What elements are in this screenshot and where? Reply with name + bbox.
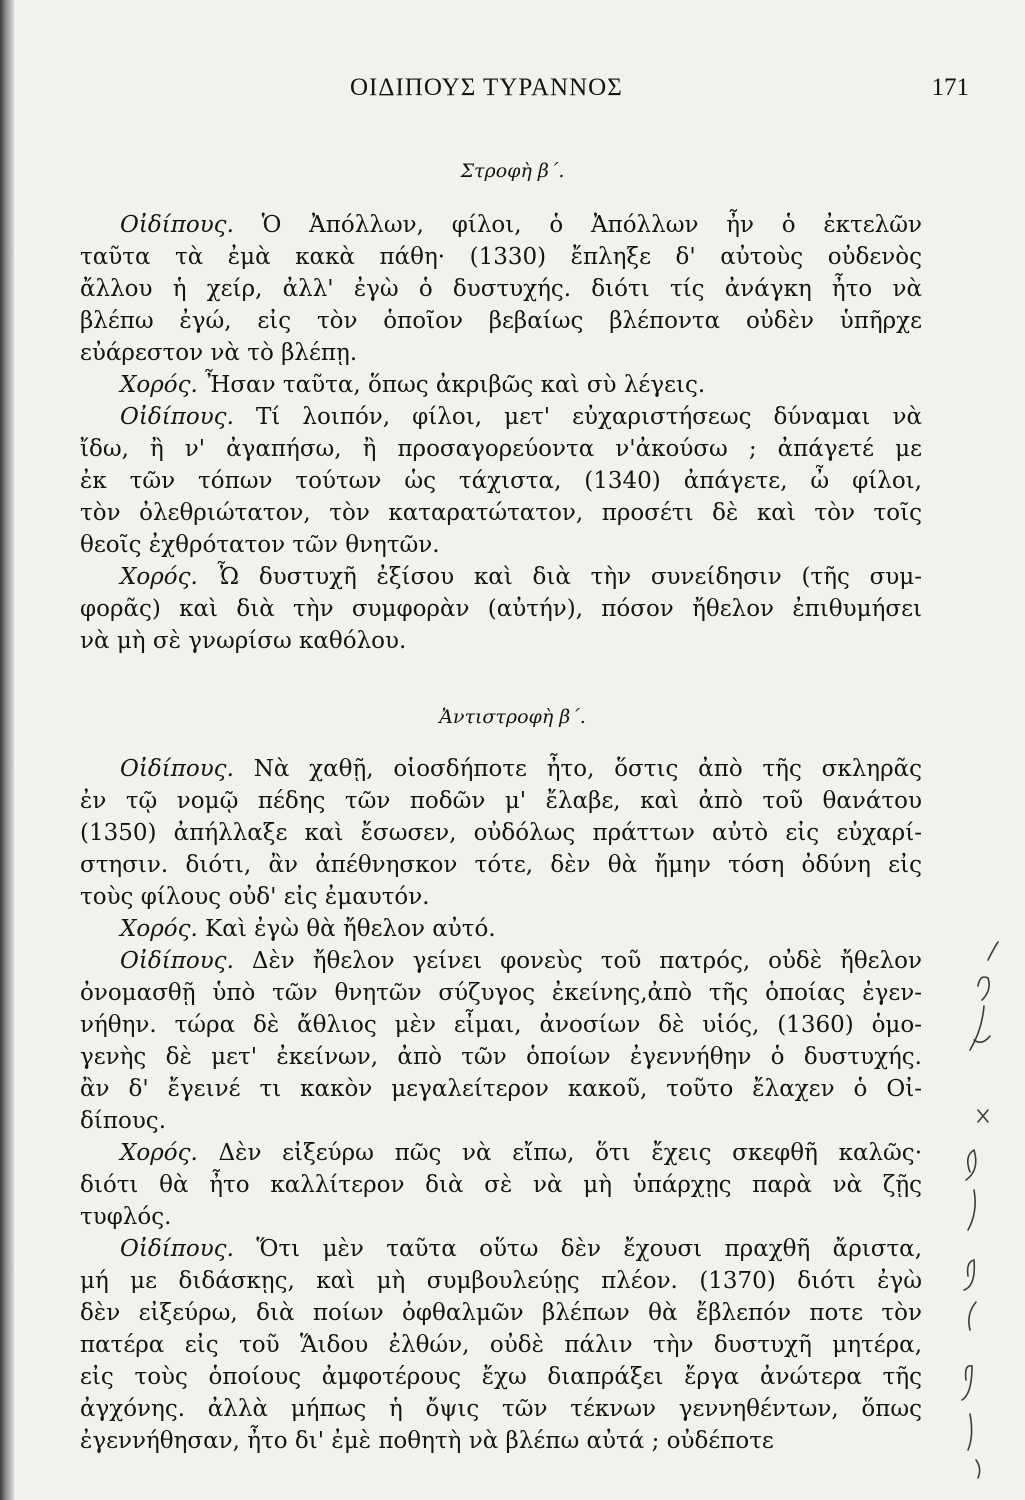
- line-text: εὐάρεστον νὰ τὸ βλέπῃ.: [80, 340, 358, 366]
- line-text: νήθην. τώρα δὲ ἄθλιος μὲν εἶμαι, ἀνοσίων δὲ υἱός, (1360) ὁμο-: [80, 1012, 922, 1038]
- speaker-name: Χορός.: [120, 372, 198, 398]
- line-text: ἄλλου ἡ χείρ, ἀλλ' ἐγὼ ὁ δυστυχής. διότι τίς ἀνάγκη ἦτο νὰ: [80, 276, 922, 302]
- antistrophe-line: [80, 1265, 922, 1297]
- antistrophe-line: [80, 785, 922, 817]
- line-text: ἀγχόνης. ἀλλὰ μήπως ἡ ὄψις τῶν τέκνων γεννηθέντων, ὅπως: [80, 1396, 922, 1422]
- antistrophe-line: [80, 817, 922, 849]
- line-text: (1350) ἀπήλλαξε καὶ ἔσωσεν, οὐδόλως πράττων αὐτὸ εἰς εὐχαρί-: [80, 820, 922, 846]
- line-text: δὲν εἰξεύρω, διὰ ποίων ὀφθαλμῶν βλέπων θὰ ἔβλεπόν ποτε τὸν: [80, 1300, 922, 1326]
- antistrophe-line: [80, 945, 922, 977]
- speaker-name: Οἰδίπους.: [120, 404, 234, 430]
- antistrophe-line: [80, 1361, 922, 1393]
- page-number: 171: [931, 74, 969, 101]
- strophe-line: [80, 625, 922, 657]
- antistrophe-line: [80, 1137, 922, 1169]
- antistrophe-line: [80, 1425, 922, 1457]
- line-text: Δὲν εἰξεύρω πῶς νὰ εἴπω, ὅτι ἔχεις σκεφθῆ καλῶς·: [218, 1140, 922, 1166]
- line-text: Ὅτι μὲν ταῦτα οὕτω δὲν ἔχουσι πραχθῆ ἄριστα,: [256, 1236, 922, 1262]
- antistrophe-line: [80, 1297, 922, 1329]
- strophe-line: [80, 337, 922, 369]
- antistrophe-line: [80, 1393, 922, 1425]
- line-text: ἐκ τῶν τόπων τούτων ὡς τάχιστα, (1340) ἀπάγετε, ὦ φίλοι,: [80, 468, 922, 494]
- antistrophe-line: [80, 1009, 922, 1041]
- strophe-text: [80, 209, 922, 657]
- strophe-line: [80, 497, 922, 529]
- strophe-line: [80, 433, 922, 465]
- page-binding-edge: [0, 0, 14, 1500]
- speaker-name: Χορός.: [120, 564, 198, 590]
- line-text: ἐγεννήθησαν, ἦτο δι' ἐμὲ ποθητὴ νὰ βλέπω αὐτά ; οὐδέποτε: [80, 1428, 774, 1454]
- antistrophe-line: [80, 849, 922, 881]
- strophe-heading: Στροφὴ β΄.: [460, 160, 565, 182]
- page-header: [0, 74, 1025, 114]
- strophe-line: [80, 401, 922, 433]
- antistrophe-line: [80, 1105, 922, 1137]
- strophe-line: [80, 369, 922, 401]
- line-text: φορᾶς) καὶ διὰ τὴν συμφορὰν (αὐτήν), πόσον ἤθελον ἐπιθυμήσει: [80, 596, 922, 622]
- antistrophe-line: [80, 753, 922, 785]
- line-text: νὰ μὴ σὲ γνωρίσω καθόλου.: [80, 628, 407, 654]
- handwritten-margin-note-drawing: [948, 930, 1008, 1490]
- strophe-line: [80, 561, 922, 593]
- running-title: ΟΙΔΙΠΟΥΣ ΤΥΡΑΝΝΟΣ: [350, 74, 623, 101]
- line-text: τὸν ὀλεθριώτατον, τὸν καταρατώτατον, προσέτι δὲ καὶ τὸν τοῖς: [80, 500, 922, 526]
- line-text: Καὶ ἐγὼ θὰ ἤθελον αὐτό.: [205, 916, 496, 942]
- line-text: τοὺς φίλους οὐδ' εἰς ἐμαυτόν.: [80, 884, 430, 910]
- line-text: στησιν. διότι, ἂν ἀπέθνησκον τότε, δὲν θὰ ἤμην τόση ὀδύνη εἰς: [80, 852, 922, 878]
- line-text: θεοῖς ἐχθρότατον τῶν θνητῶν.: [80, 532, 440, 558]
- line-text: ἴδω, ἢ ν' ἀγαπήσω, ἢ προσαγορεύοντα ν'ἀκούσω ; ἀπάγετέ με: [80, 436, 922, 462]
- strophe-line: [80, 465, 922, 497]
- speaker-name: Οἰδίπους.: [120, 212, 234, 238]
- speaker-name: Χορός.: [120, 1140, 198, 1166]
- antistrophe-line: [80, 881, 922, 913]
- speaker-name: Οἰδίπους.: [120, 1236, 234, 1262]
- antistrophe-heading: Ἀντιστροφὴ β΄.: [439, 706, 586, 728]
- antistrophe-text: [80, 753, 922, 1457]
- antistrophe-line: [80, 1041, 922, 1073]
- line-text: ἂν δ' ἔγεινέ τι κακὸν μεγαλείτερον κακοῦ, τοῦτο ἔλαχεν ὁ Οἰ-: [80, 1076, 922, 1102]
- strophe-line: [80, 209, 922, 241]
- line-text: ἐν τῷ νομῷ πέδης τῶν ποδῶν μ' ἔλαβε, καὶ ἀπὸ τοῦ θανάτου: [80, 788, 922, 814]
- speaker-name: Χορός.: [120, 916, 198, 942]
- line-text: Ὦ δυστυχῆ ἐξίσου καὶ διὰ τὴν συνείδησιν (τῆς συμ-: [217, 564, 922, 590]
- speaker-name: Οἰδίπους.: [120, 756, 234, 782]
- line-text: Δὲν ἤθελον γείνει φονεὺς τοῦ πατρός, οὐδὲ ἤθελον: [251, 948, 922, 974]
- antistrophe-line: [80, 1073, 922, 1105]
- line-text: γενὴς δὲ μετ' ἐκείνων, ἀπὸ τῶν ὁποίων ἐγεννήθην ὁ δυστυχής.: [80, 1044, 922, 1070]
- antistrophe-line: [80, 1201, 922, 1233]
- line-text: βλέπω ἐγώ, εἰς τὸν ὁποῖον βεβαίως βλέποντα οὐδὲν ὑπῆρχε: [80, 308, 922, 334]
- line-text: εἰς τοὺς ὁποίους ἀμφοτέρους ἔχω διαπράξει ἔργα ἀνώτερα τῆς: [80, 1364, 922, 1390]
- strophe-line: [80, 305, 922, 337]
- handwritten-margin-note: [948, 930, 1008, 1490]
- antistrophe-line: [80, 1233, 922, 1265]
- antistrophe-line: [80, 1169, 922, 1201]
- strophe-line: [80, 529, 922, 561]
- speaker-name: Οἰδίπους.: [120, 948, 234, 974]
- line-text: δίπους.: [80, 1108, 167, 1134]
- line-text: ταῦτα τὰ ἐμὰ κακὰ πάθη· (1330) ἔπληξε δ' αὐτοὺς οὐδενὸς: [80, 244, 922, 270]
- line-text: Τί λοιπόν, φίλοι, μετ' εὐχαριστήσεως δύναμαι νὰ: [255, 404, 922, 430]
- antistrophe-line: [80, 977, 922, 1009]
- strophe-line: [80, 593, 922, 625]
- line-text: διότι θὰ ἦτο καλλίτερον διὰ σὲ νὰ μὴ ὑπάρχῃς παρὰ νὰ ζῇς: [80, 1172, 922, 1198]
- line-text: πατέρα εἰς τοῦ Ἅιδου ἐλθών, οὐδὲ πάλιν τὴν δυστυχῆ μητέρα,: [80, 1332, 922, 1358]
- strophe-line: [80, 273, 922, 305]
- strophe-line: [80, 241, 922, 273]
- line-text: μή με διδάσκῃς, καὶ μὴ συμβουλεύῃς πλέον. (1370) διότι ἐγὼ: [80, 1268, 922, 1294]
- line-text: ὀνομασθῇ ὑπὸ τῶν θνητῶν σύζυγος ἐκείνης,ἀπὸ τῆς ὁποίας ἐγεν-: [80, 980, 922, 1006]
- line-text: Ὁ Ἀπόλλων, φίλοι, ὁ Ἀπόλλων ἦν ὁ ἐκτελῶν: [261, 212, 922, 238]
- antistrophe-line: [80, 913, 922, 945]
- line-text: Ἦσαν ταῦτα, ὅπως ἀκριβῶς καὶ σὺ λέγεις.: [205, 372, 706, 398]
- line-text: Νὰ χαθῇ, οἱοσδήποτε ἦτο, ὅστις ἀπὸ τῆς σκληρᾶς: [253, 756, 922, 782]
- line-text: τυφλός.: [80, 1204, 172, 1230]
- antistrophe-line: [80, 1329, 922, 1361]
